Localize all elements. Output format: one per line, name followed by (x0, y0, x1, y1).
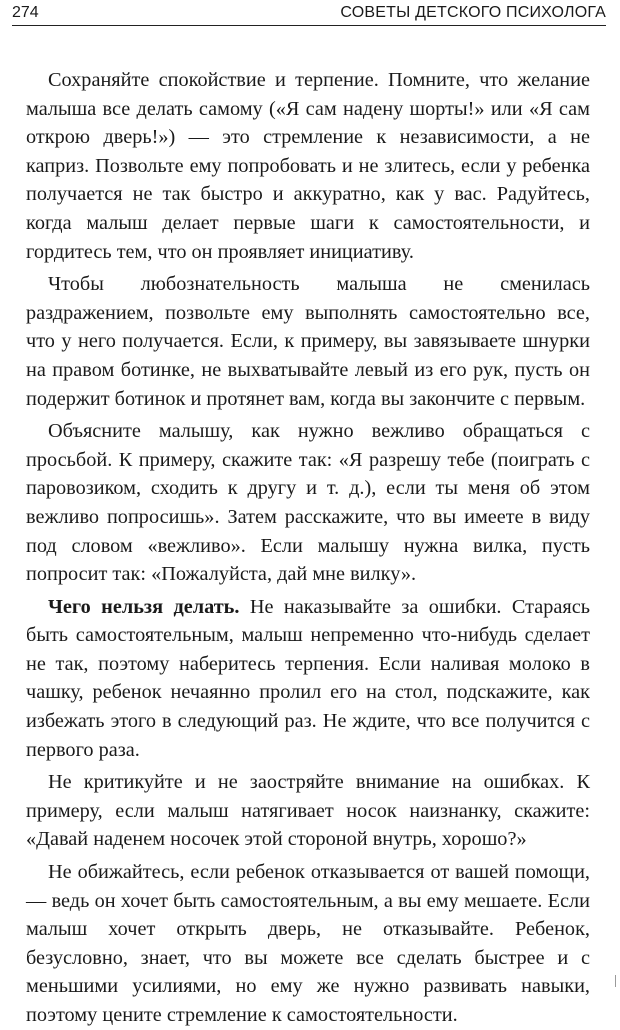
paragraph (26, 417, 590, 589)
page-edge-mark (615, 975, 616, 987)
section-lead-heading: Чего нельзя делать. (48, 595, 240, 618)
page-number: 274 (12, 4, 39, 21)
paragraph (26, 593, 590, 765)
paragraph-text: Не обижайтесь, если ребенок отказывается от вашей помощи, — ведь он хочет быть самостоятельным, а вы ему мешаете. Если малыш хочет открыть дверь, не отказывайте. Ребенок, безусловно, знает, что вы можете все сделать быстрее и с меньшими усилиями, но ему же нужно развивать навыки, поэтому цените стремление к самостоятельности. (26, 861, 590, 1026)
paragraph (26, 66, 590, 266)
paragraph (26, 768, 590, 854)
paragraph (26, 270, 590, 413)
paragraph-text: Объясните малышу, как нужно вежливо обращаться с просьбой. К примеру, скажите так: «Я разрешу тебе (поиграть с паровозиком, сходить к другу и т. д.), если ты меня об этом вежливо попросишь». Затем расскажите, что вы имеете в виду под словом «вежливо». Если малышу нужна вилка, пусть попросит так: «Пожалуйста, дай мне вилку». (26, 420, 590, 586)
paragraph-text: Не наказывайте за ошибки. Стараясь быть самостоятельным, малыш непременно что-нибудь сделает не так, поэтому наберитесь терпения. Если наливая молоко в чашку, ребенок нечаянно пролил его на стол, подскажите, как избежать этого в следующий раз. Не ждите, что все получится с первого раза. (26, 595, 590, 761)
paragraph-text: Чтобы любознательность малыша не сменилась раздражением, позвольте ему выполнять самостоятельно все, что у него получается. Если, к примеру, вы завязываете шнурки на правом ботинке, не выхватывайте левый из его рук, пусть он подержит ботинок и протянет вам, когда вы закончите с первым. (26, 273, 590, 410)
body-text (26, 66, 590, 1030)
book-title: СОВЕТЫ ДЕТСКОГО ПСИХОЛОГА (340, 4, 606, 21)
paragraph-text: Не критикуйте и не заостряйте внимание на ошибках. К примеру, если малыш натягивает носок наизнанку, скажите: «Давай наденем носочек этой стороной внутрь, хорошо?» (26, 771, 590, 851)
paragraph (26, 858, 590, 1030)
running-header (12, 0, 606, 26)
paragraph-text: Сохраняйте спокойствие и терпение. Помните, что желание малыша все делать самому («Я сам надену шорты!» или «Я сам открою дверь!») — это стремление к независимости, а не каприз. Позвольте ему попробовать и не злитесь, если у ребенка получается не так быстро и аккуратно, как у вас. Радуйтесь, когда малыш делает первые шаги к самостоятельности, и гордитесь тем, что он проявляет инициативу. (26, 69, 590, 263)
